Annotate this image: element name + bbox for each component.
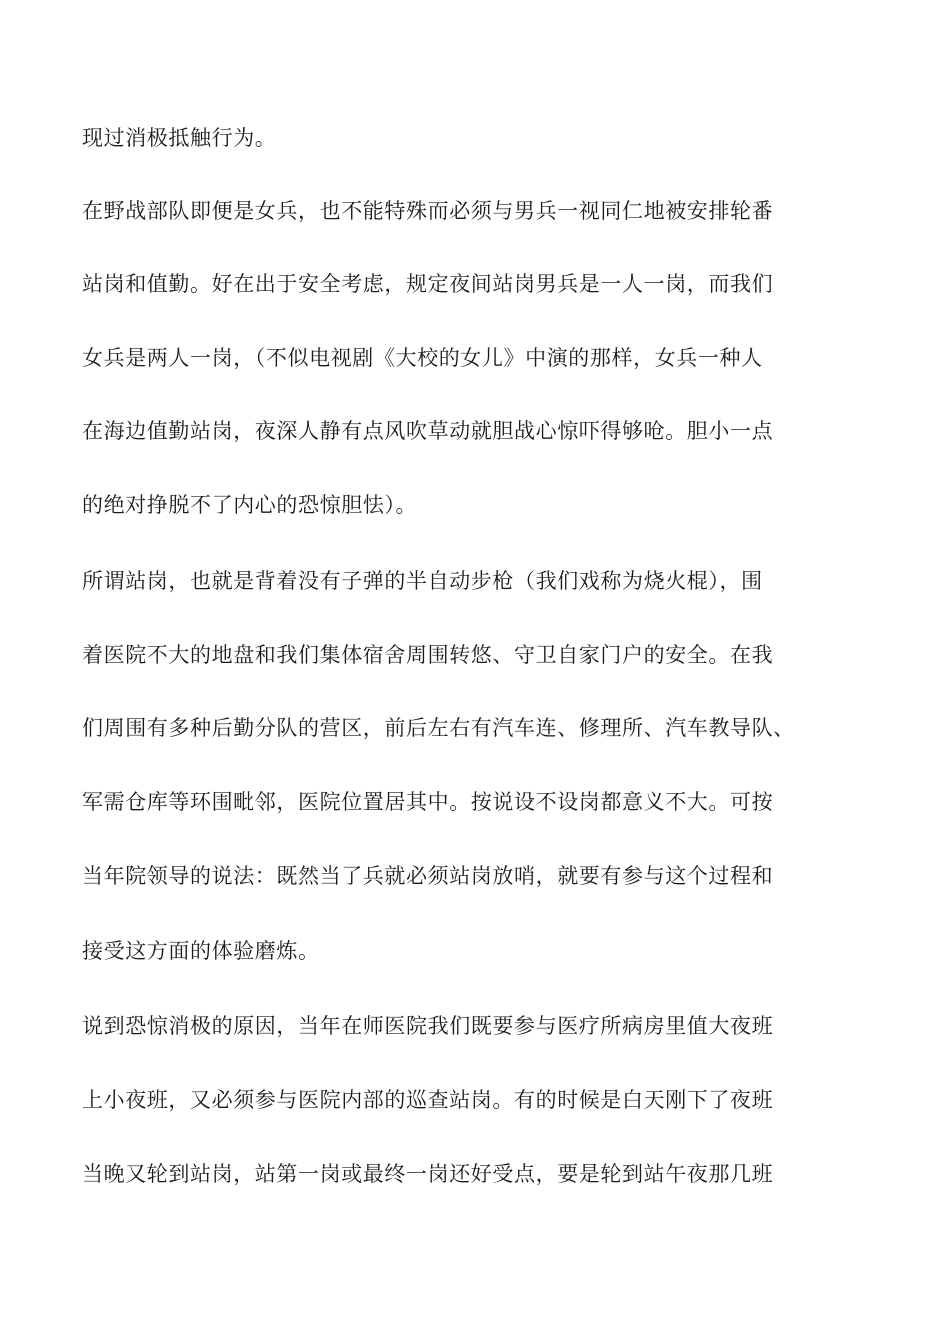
text-line: 站岗和值勤。好在出于安全考虑，规定夜间站岗男兵是一人一岗，而我们 [82,272,774,296]
text-line: 上小夜班，又必须参与医院内部的巡查站岗。有的时候是白天刚下了夜班 [82,1088,774,1112]
text-line: 接受这方面的体验磨炼。 [82,939,320,963]
text-line: 现过消极抵触行为。 [82,126,277,150]
text-line: 女兵是两人一岗，（不似电视剧《大校的女儿》中演的那样，女兵一种人 [82,346,763,370]
text-line: 的绝对挣脱不了内心的恐惊胆怯）。 [82,493,418,517]
text-line: 当晚又轮到站岗，站第一岗或最终一岗还好受点，要是轮到站午夜那几班 [82,1162,774,1186]
text-line: 说到恐惊消极的原因，当年在师医院我们既要参与医疗所病房里值大夜班 [82,1014,774,1038]
text-line: 当年院领导的说法：既然当了兵就必须站岗放哨，就要有参与这个过程和 [82,864,774,888]
text-line: 着医院不大的地盘和我们集体宿舍周围转悠、守卫自家门户的安全。在我 [82,643,774,667]
text-line: 所谓站岗，也就是背着没有子弹的半自动步枪（我们戏称为烧火棍），围 [82,569,763,593]
text-line: 在海边值勤站岗，夜深人静有点风吹草动就胆战心惊吓得够呛。胆小一点 [82,419,774,443]
text-line: 军需仓库等环围毗邻，医院位置居其中。按说设不设岗都意义不大。可按 [82,790,774,814]
text-line: 在野战部队即便是女兵，也不能特殊而必须与男兵一视同仁地被安排轮番 [82,199,774,223]
text-line: 们周围有多种后勤分队的营区，前后左右有汽车连、修理所、汽车教导队、 [82,716,795,740]
